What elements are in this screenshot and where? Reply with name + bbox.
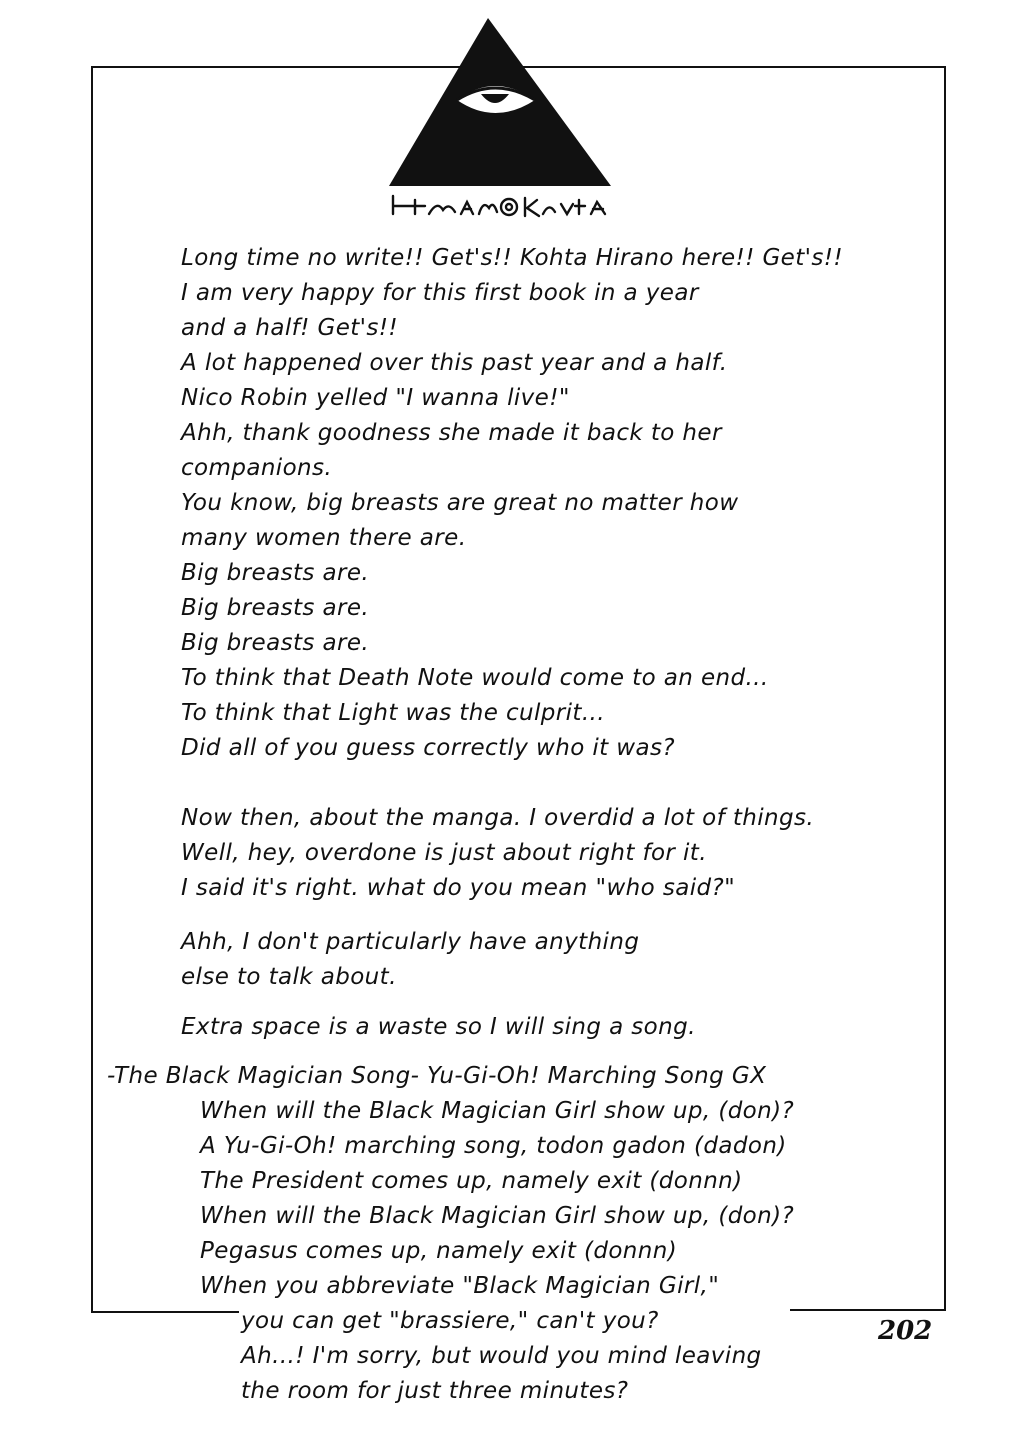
song-line: the room for just three minutes? bbox=[241, 1378, 629, 1404]
text-line: Well, hey, overdone is just about right for it. bbox=[181, 840, 707, 866]
text-line: many women there are. bbox=[181, 525, 467, 551]
song-line: Ah...! I'm sorry, but would you mind leaving bbox=[241, 1343, 762, 1369]
text-line: A lot happened over this past year and a half. bbox=[181, 350, 728, 376]
page-number: 202 bbox=[878, 1316, 933, 1346]
text-line: To think that Light was the culprit... bbox=[181, 700, 605, 726]
song-line: The President comes up, namely exit (donnn) bbox=[200, 1168, 743, 1194]
text-line: and a half! Get's!! bbox=[181, 315, 399, 341]
text-line: Now then, about the manga. I overdid a lot of things. bbox=[181, 805, 815, 831]
text-line: You know, big breasts are great no matter how bbox=[181, 490, 739, 516]
song-line: you can get "brassiere," can't you? bbox=[241, 1308, 659, 1334]
text-line: Ahh, I don't particularly have anything bbox=[181, 929, 640, 955]
text-line: companions. bbox=[181, 455, 333, 481]
text-line: I am very happy for this first book in a year bbox=[181, 280, 699, 306]
text-line: Big breasts are. bbox=[181, 630, 370, 656]
text-line: Big breasts are. bbox=[181, 560, 370, 586]
text-line: Ahh, thank goodness she made it back to her bbox=[181, 420, 722, 446]
song-line: A Yu-Gi-Oh! marching song, todon gadon (dadon) bbox=[200, 1133, 787, 1159]
text-line: Extra space is a waste so I will sing a song. bbox=[181, 1014, 696, 1040]
text-line: Long time no write!! Get's!! Kohta Hirano here!! Get's!! bbox=[181, 245, 843, 271]
text-line: else to talk about. bbox=[181, 964, 397, 990]
text-line: I said it's right. what do you mean "who said?" bbox=[181, 875, 736, 901]
song-line: When will the Black Magician Girl show up, (don)? bbox=[200, 1098, 795, 1124]
song-line: Pegasus comes up, namely exit (donnn) bbox=[200, 1238, 678, 1264]
text-line: Nico Robin yelled "I wanna live!" bbox=[181, 385, 570, 411]
text-line: To think that Death Note would come to an end... bbox=[181, 665, 769, 691]
text-line: Did all of you guess correctly who it was? bbox=[181, 735, 675, 761]
text-line: Big breasts are. bbox=[181, 595, 370, 621]
song-line: When you abbreviate "Black Magician Girl," bbox=[200, 1273, 720, 1299]
song-title: -The Black Magician Song- Yu-Gi-Oh! Marching Song GX bbox=[107, 1063, 767, 1089]
song-line: When will the Black Magician Girl show up, (don)? bbox=[200, 1203, 795, 1229]
